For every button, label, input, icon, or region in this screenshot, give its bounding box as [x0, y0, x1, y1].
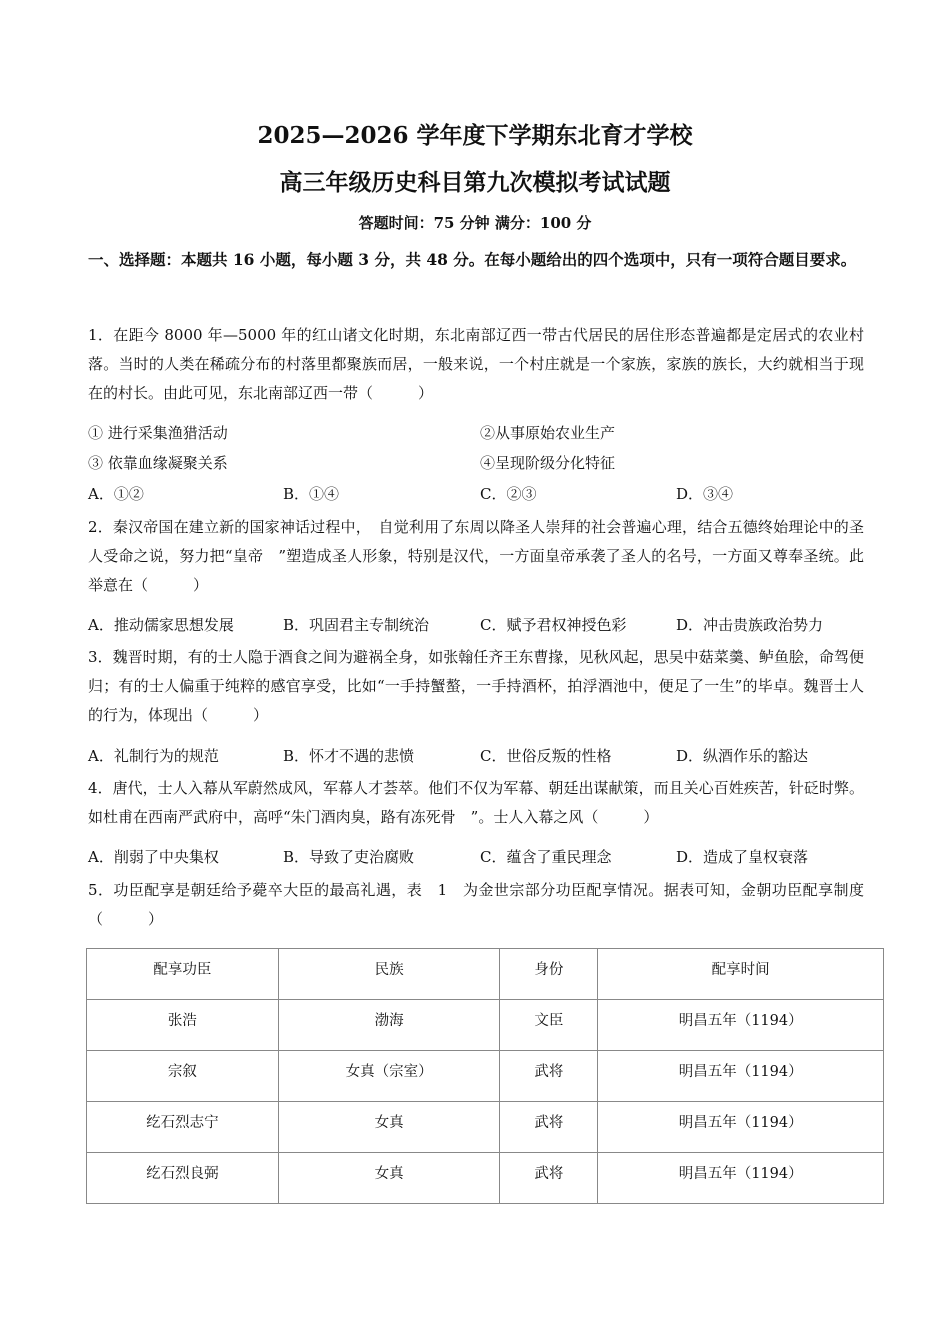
table-row — [87, 1051, 884, 1102]
question-1-item-2: ②从事原始农业生产 — [480, 424, 616, 442]
question-2-option-d[interactable]: D．冲击贵族政治势力 — [676, 616, 824, 634]
table-header-cell: 配享功臣 — [87, 949, 279, 1000]
question-3-option-d[interactable]: D．纵酒作乐的豁达 — [676, 747, 809, 765]
table-row — [87, 1153, 884, 1204]
table-cell: 武将 — [500, 1102, 598, 1153]
question-1-stem: 1．在距今 8000 年—5000 年的红山诸文化时期，东北南部辽西一带古代居民的居住形态普遍都是定居式的农业村落。当时的人类在稀疏分布的村落里都聚族而居，一般来说，一个村庄就是一个家族，家族的族长，大约就相当于现在的村长。由此可见，东北南部辽西一带（ ） — [88, 326, 864, 402]
question-1-option-b[interactable]: B．①④ — [283, 485, 340, 503]
table-row — [87, 1000, 884, 1051]
table-header-row — [87, 949, 884, 1000]
table-cell: 女真（宗室） — [278, 1051, 500, 1102]
question-2-option-c[interactable]: C．赋予君权神授色彩 — [480, 616, 627, 634]
question-4-option-a[interactable]: A．削弱了中央集权 — [88, 848, 219, 866]
question-1-item-3: ③ 依靠血缘凝聚关系 — [88, 454, 228, 472]
question-2-option-b[interactable]: B．巩固君主专制统治 — [283, 616, 430, 634]
table-cell: 女真 — [278, 1102, 500, 1153]
question-1-option-a[interactable]: A．①② — [88, 485, 144, 503]
table-header-cell: 身份 — [500, 949, 598, 1000]
table-cell: 武将 — [500, 1051, 598, 1102]
question-3-option-a[interactable]: A．礼制行为的规范 — [88, 747, 219, 765]
question-1-item-1: ① 进行采集渔猎活动 — [88, 424, 228, 442]
meritorious-officials-table — [86, 948, 884, 1204]
table-cell: 宗叙 — [87, 1051, 279, 1102]
question-2-stem: 2．秦汉帝国在建立新的国家神话过程中， 自觉利用了东周以降圣人崇拜的社会普遍心理，结合五德终始理论中的圣人受命之说，努力把“皇帝 ”塑造成圣人形象，特别是汉代，一方面皇帝承袭了圣人的名号，一方面又尊奉圣统。此举意在（ ） — [88, 518, 864, 594]
question-3-option-b[interactable]: B．怀才不遇的悲愤 — [283, 747, 415, 765]
table-cell: 明昌五年（1194） — [598, 1000, 884, 1051]
section-heading: 一、选择题：本题共 16 小题，每小题 3 分，共 48 分。在每小题给出的四个选项中，只有一项符合题目要求。 — [88, 250, 857, 269]
exam-title-line2: 高三年级历史科目第九次模拟考试试题 — [279, 169, 671, 196]
table-cell: 明昌五年（1194） — [598, 1051, 884, 1102]
question-5-stem: 5．功臣配享是朝廷给予薨卒大臣的最高礼遇，表 1 为金世宗部分功臣配享情况。据表可知，金朝功臣配享制度（ ） — [88, 881, 864, 928]
question-4-option-d[interactable]: D．造成了皇权衰落 — [676, 848, 809, 866]
question-3-option-c[interactable]: C．世俗反叛的性格 — [480, 747, 612, 765]
table-cell: 女真 — [278, 1153, 500, 1204]
table-cell: 纥石烈志宁 — [87, 1102, 279, 1153]
table-cell: 武将 — [500, 1153, 598, 1204]
exam-title-line1: 2025—2026 学年度下学期东北育才学校 — [257, 122, 693, 149]
question-1-item-4: ④呈现阶级分化特征 — [480, 454, 616, 472]
table-header-cell: 民族 — [278, 949, 500, 1000]
question-4-stem: 4．唐代，士人入幕从军蔚然成风，军幕人才荟萃。他们不仅为军幕、朝廷出谋献策，而且关心百姓疾苦，针砭时弊。如杜甫在西南严武府中，高呼“朱门酒肉臭，路有冻死骨 ”。士人入幕之风（ ） — [88, 779, 864, 826]
question-4-option-b[interactable]: B．导致了吏治腐败 — [283, 848, 415, 866]
table-header-cell: 配享时间 — [598, 949, 884, 1000]
table-cell: 纥石烈良弼 — [87, 1153, 279, 1204]
table-cell: 明昌五年（1194） — [598, 1102, 884, 1153]
question-1-option-c[interactable]: C．②③ — [480, 485, 537, 503]
table-cell: 渤海 — [278, 1000, 500, 1051]
table-cell: 明昌五年（1194） — [598, 1153, 884, 1204]
question-2-option-a[interactable]: A．推动儒家思想发展 — [88, 616, 234, 634]
question-4-option-c[interactable]: C．蕴含了重民理念 — [480, 848, 612, 866]
exam-info: 答题时间：75 分钟 满分：100 分 — [358, 214, 592, 232]
question-1-option-d[interactable]: D．③④ — [676, 485, 734, 503]
table-row — [87, 1102, 884, 1153]
table-cell: 张浩 — [87, 1000, 279, 1051]
table-cell: 文臣 — [500, 1000, 598, 1051]
question-3-stem: 3．魏晋时期，有的士人隐于酒食之间为避祸全身，如张翰任齐王东曹掾，见秋风起，思吴中菇菜羹、鲈鱼脍，命驾便归；有的士人偏重于纯粹的感官享受，比如“一手持蟹螯，一手持酒杯，拍浮酒池中，便足了一生”的毕卓。魏晋士人的行为，体现出（ ） — [88, 648, 864, 724]
